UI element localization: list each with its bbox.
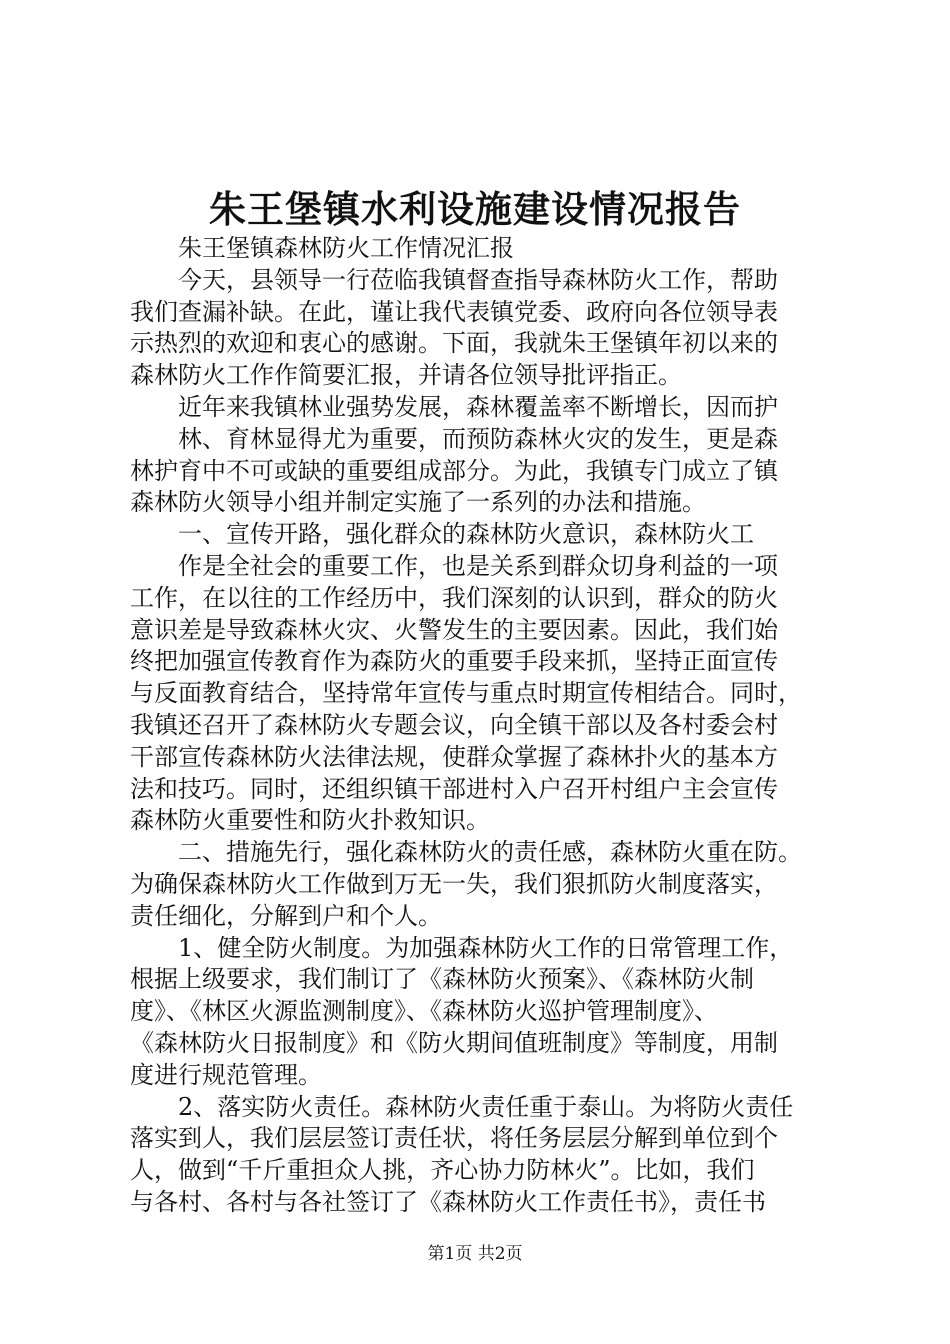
text-line: 干部宣传森林防火法律法规，使群众掌握了森林扑火的基本方 bbox=[130, 742, 778, 771]
text-line: 为确保森林防火工作做到万无一失，我们狠抓防火制度落实， bbox=[130, 869, 778, 898]
text-line: 人，做到“千斤重担众人挑，齐心协力防林火”。比如，我们 bbox=[130, 1156, 755, 1185]
text-line: 森林防火重要性和防火扑救知识。 bbox=[130, 806, 490, 835]
text-line: 朱王堡镇森林防火工作情况汇报 bbox=[178, 234, 514, 262]
text-line: 与各村、各村与各社签订了《森林防火工作责任书》，责任书 bbox=[130, 1187, 766, 1216]
text-line: 意识差是导致森林火灾、火警发生的主要因素。因此，我们始 bbox=[130, 615, 778, 644]
text-line: 法和技巧。同时，还组织镇干部进村入户召开村组户主会宣传 bbox=[130, 774, 778, 803]
text-line: 度进行规范管理。 bbox=[130, 1060, 322, 1089]
text-line: 森林防火领导小组并制定实施了一系列的办法和措施。 bbox=[130, 488, 706, 517]
document-title: 朱王堡镇水利设施建设情况报告 bbox=[209, 187, 741, 231]
text-line: 一、宣传开路，强化群众的森林防火意识，森林防火工 bbox=[178, 520, 754, 549]
text-line: 责任细化，分解到户和个人。 bbox=[130, 901, 442, 930]
text-line: 林护育中不可或缺的重要组成部分。为此，我镇专门成立了镇 bbox=[130, 456, 778, 485]
text-line: 工作，在以往的工作经历中，我们深刻的认识到，群众的防火 bbox=[130, 583, 778, 612]
text-line: 示热烈的欢迎和衷心的感谢。下面，我就朱王堡镇年初以来的 bbox=[130, 329, 778, 358]
text-line: 2、落实防火责任。森林防火责任重于泰山。为将防火责任 bbox=[178, 1092, 794, 1121]
text-line: 作是全社会的重要工作，也是关系到群众切身利益的一项 bbox=[178, 551, 778, 580]
text-line: 今天，县领导一行莅临我镇督查指导森林防火工作，帮助 bbox=[178, 265, 778, 294]
text-line: 1、健全防火制度。为加强森林防火工作的日常管理工作， bbox=[178, 933, 794, 962]
text-line: 根据上级要求，我们制订了《森林防火预案》、《森林防火制 bbox=[130, 965, 754, 994]
document-body bbox=[130, 233, 830, 1219]
text-line: 我镇还召开了森林防火专题会议，向全镇干部以及各村委会村 bbox=[130, 710, 778, 739]
text-line: 《森林防火日报制度》和《防火期间值班制度》等制度，用制 bbox=[130, 1028, 778, 1057]
text-line: 我们查漏补缺。在此，谨让我代表镇党委、政府向各位领导表 bbox=[130, 297, 778, 326]
page-footer: 第1页 共2页 bbox=[427, 1244, 523, 1264]
text-line: 近年来我镇林业强势发展，森林覆盖率不断增长，因而护 bbox=[178, 392, 778, 421]
text-line: 度》、《林区火源监测制度》、《森林防火巡护管理制度》、 bbox=[130, 997, 718, 1026]
text-line: 与反面教育结合，坚持常年宣传与重点时期宣传相结合。同时， bbox=[130, 679, 802, 708]
text-line: 终把加强宣传教育作为森防火的重要手段来抓，坚持正面宣传 bbox=[130, 647, 778, 676]
text-line: 林、育林显得尤为重要，而预防森林火灾的发生，更是森 bbox=[178, 424, 778, 453]
text-line: 落实到人，我们层层签订责任状，将任务层层分解到单位到个 bbox=[130, 1124, 778, 1153]
text-line: 森林防火工作作简要汇报，并请各位领导批评指正。 bbox=[130, 361, 682, 390]
text-line: 二、措施先行，强化森林防火的责任感，森林防火重在防。 bbox=[178, 838, 802, 867]
